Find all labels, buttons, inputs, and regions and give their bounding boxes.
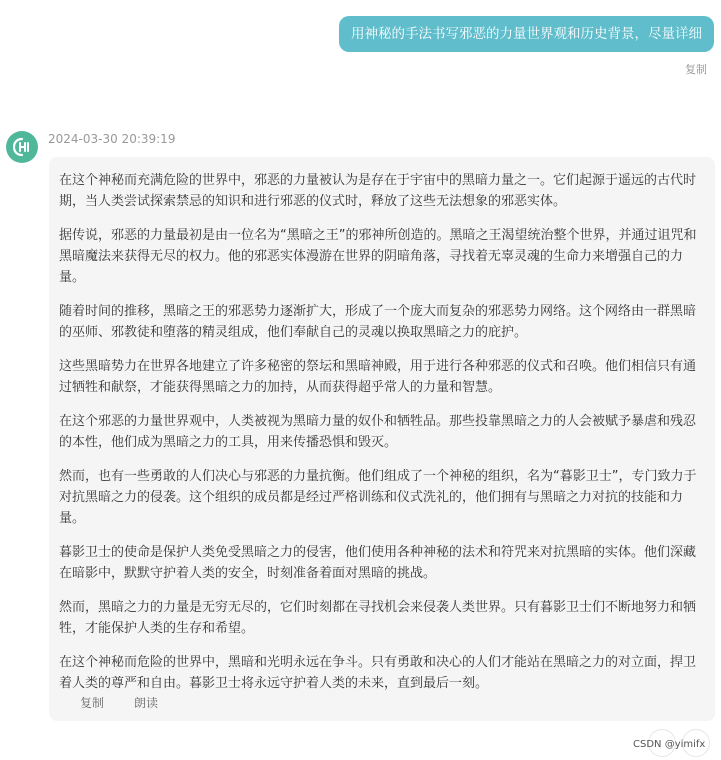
reply-timestamp: 2024-03-30 20:39:19 (48, 132, 176, 146)
assistant-logo-icon (11, 136, 33, 158)
user-message-bubble (339, 16, 714, 52)
assistant-reply-bubble (49, 157, 715, 721)
reply-paragraph: 在这个邪恶的力量世界观中，人类被视为黑暗力量的奴仆和牺牲品。那些投靠黑暗之力的人会被赋予暴虐和残忍的本性，他们成为黑暗之力的工具，用来传播恐惧和毁灭。 (59, 414, 697, 450)
reply-copy-button[interactable]: 复制 (80, 696, 105, 710)
reply-paragraph: 暮影卫士的使命是保护人类免受黑暗之力的侵害，他们使用各种神秘的法术和符咒来对抗黑暗的实体。他们深藏在暗影中，默默守护着人类的安全，时刻准备着面对黑暗的挑战。 (59, 545, 697, 581)
reply-actions (80, 694, 158, 711)
user-copy-button[interactable]: 复制 (685, 63, 707, 76)
reply-paragraph: 这些黑暗势力在世界各地建立了许多秘密的祭坛和黑暗神殿，用于进行各种邪恶的仪式和召唤。他们相信只有通过牺牲和献祭，才能获得黑暗之力的加持，从而获得超乎常人的力量和智慧。 (59, 359, 697, 395)
assistant-avatar (6, 131, 38, 163)
reply-paragraph: 在这个神秘而充满危险的世界中，邪恶的力量被认为是存在于宇宙中的黑暗力量之一。它们起源于遥远的古代时期，当人类尝试探索禁忌的知识和进行邪恶的仪式时，释放了这些无法想象的邪恶实体。 (59, 173, 697, 209)
read-aloud-button[interactable]: 朗读 (134, 696, 159, 710)
csdn-watermark: CSDN @yimifx (633, 739, 706, 750)
user-message-text: 用神秘的手法书写邪恶的力量世界观和历史背景，尽量详细 (351, 26, 702, 42)
reply-paragraph: 随着时间的推移，黑暗之王的邪恶势力逐渐扩大，形成了一个庞大而复杂的邪恶势力网络。这个网络由一群黑暗的巫师、邪教徒和堕落的精灵组成，他们奉献自己的灵魂以换取黑暗之力的庇护。 (59, 304, 697, 340)
reply-paragraph: 据传说，邪恶的力量最初是由一位名为“黑暗之王”的邪神所创造的。黑暗之王渴望统治整个世界，并通过诅咒和黑暗魔法来获得无尽的权力。他的邪恶实体漫游在世界的阴暗角落，寻找着无辜灵魂的生命力来增强自己的力量。 (59, 228, 697, 285)
reply-paragraph: 在这个神秘而危险的世界中，黑暗和光明永远在争斗。只有勇敢和决心的人们才能站在黑暗之力的对立面，捍卫着人类的尊严和自由。暮影卫士将永远守护着人类的未来，直到最后一刻。 (59, 655, 697, 691)
reply-paragraph: 然而，黑暗之力的力量是无穷无尽的，它们时刻都在寻找机会来侵袭人类世界。只有暮影卫士们不断地努力和牺牲，才能保护人类的生存和希望。 (59, 600, 697, 636)
reply-paragraph: 然而，也有一些勇敢的人们决心与邪恶的力量抗衡。他们组成了一个神秘的组织，名为“暮影卫士”，专门致力于对抗黑暗之力的侵袭。这个组织的成员都是经过严格训练和仪式洗礼的，他们拥有与黑暗之力对抗的技能和力量。 (59, 469, 697, 526)
